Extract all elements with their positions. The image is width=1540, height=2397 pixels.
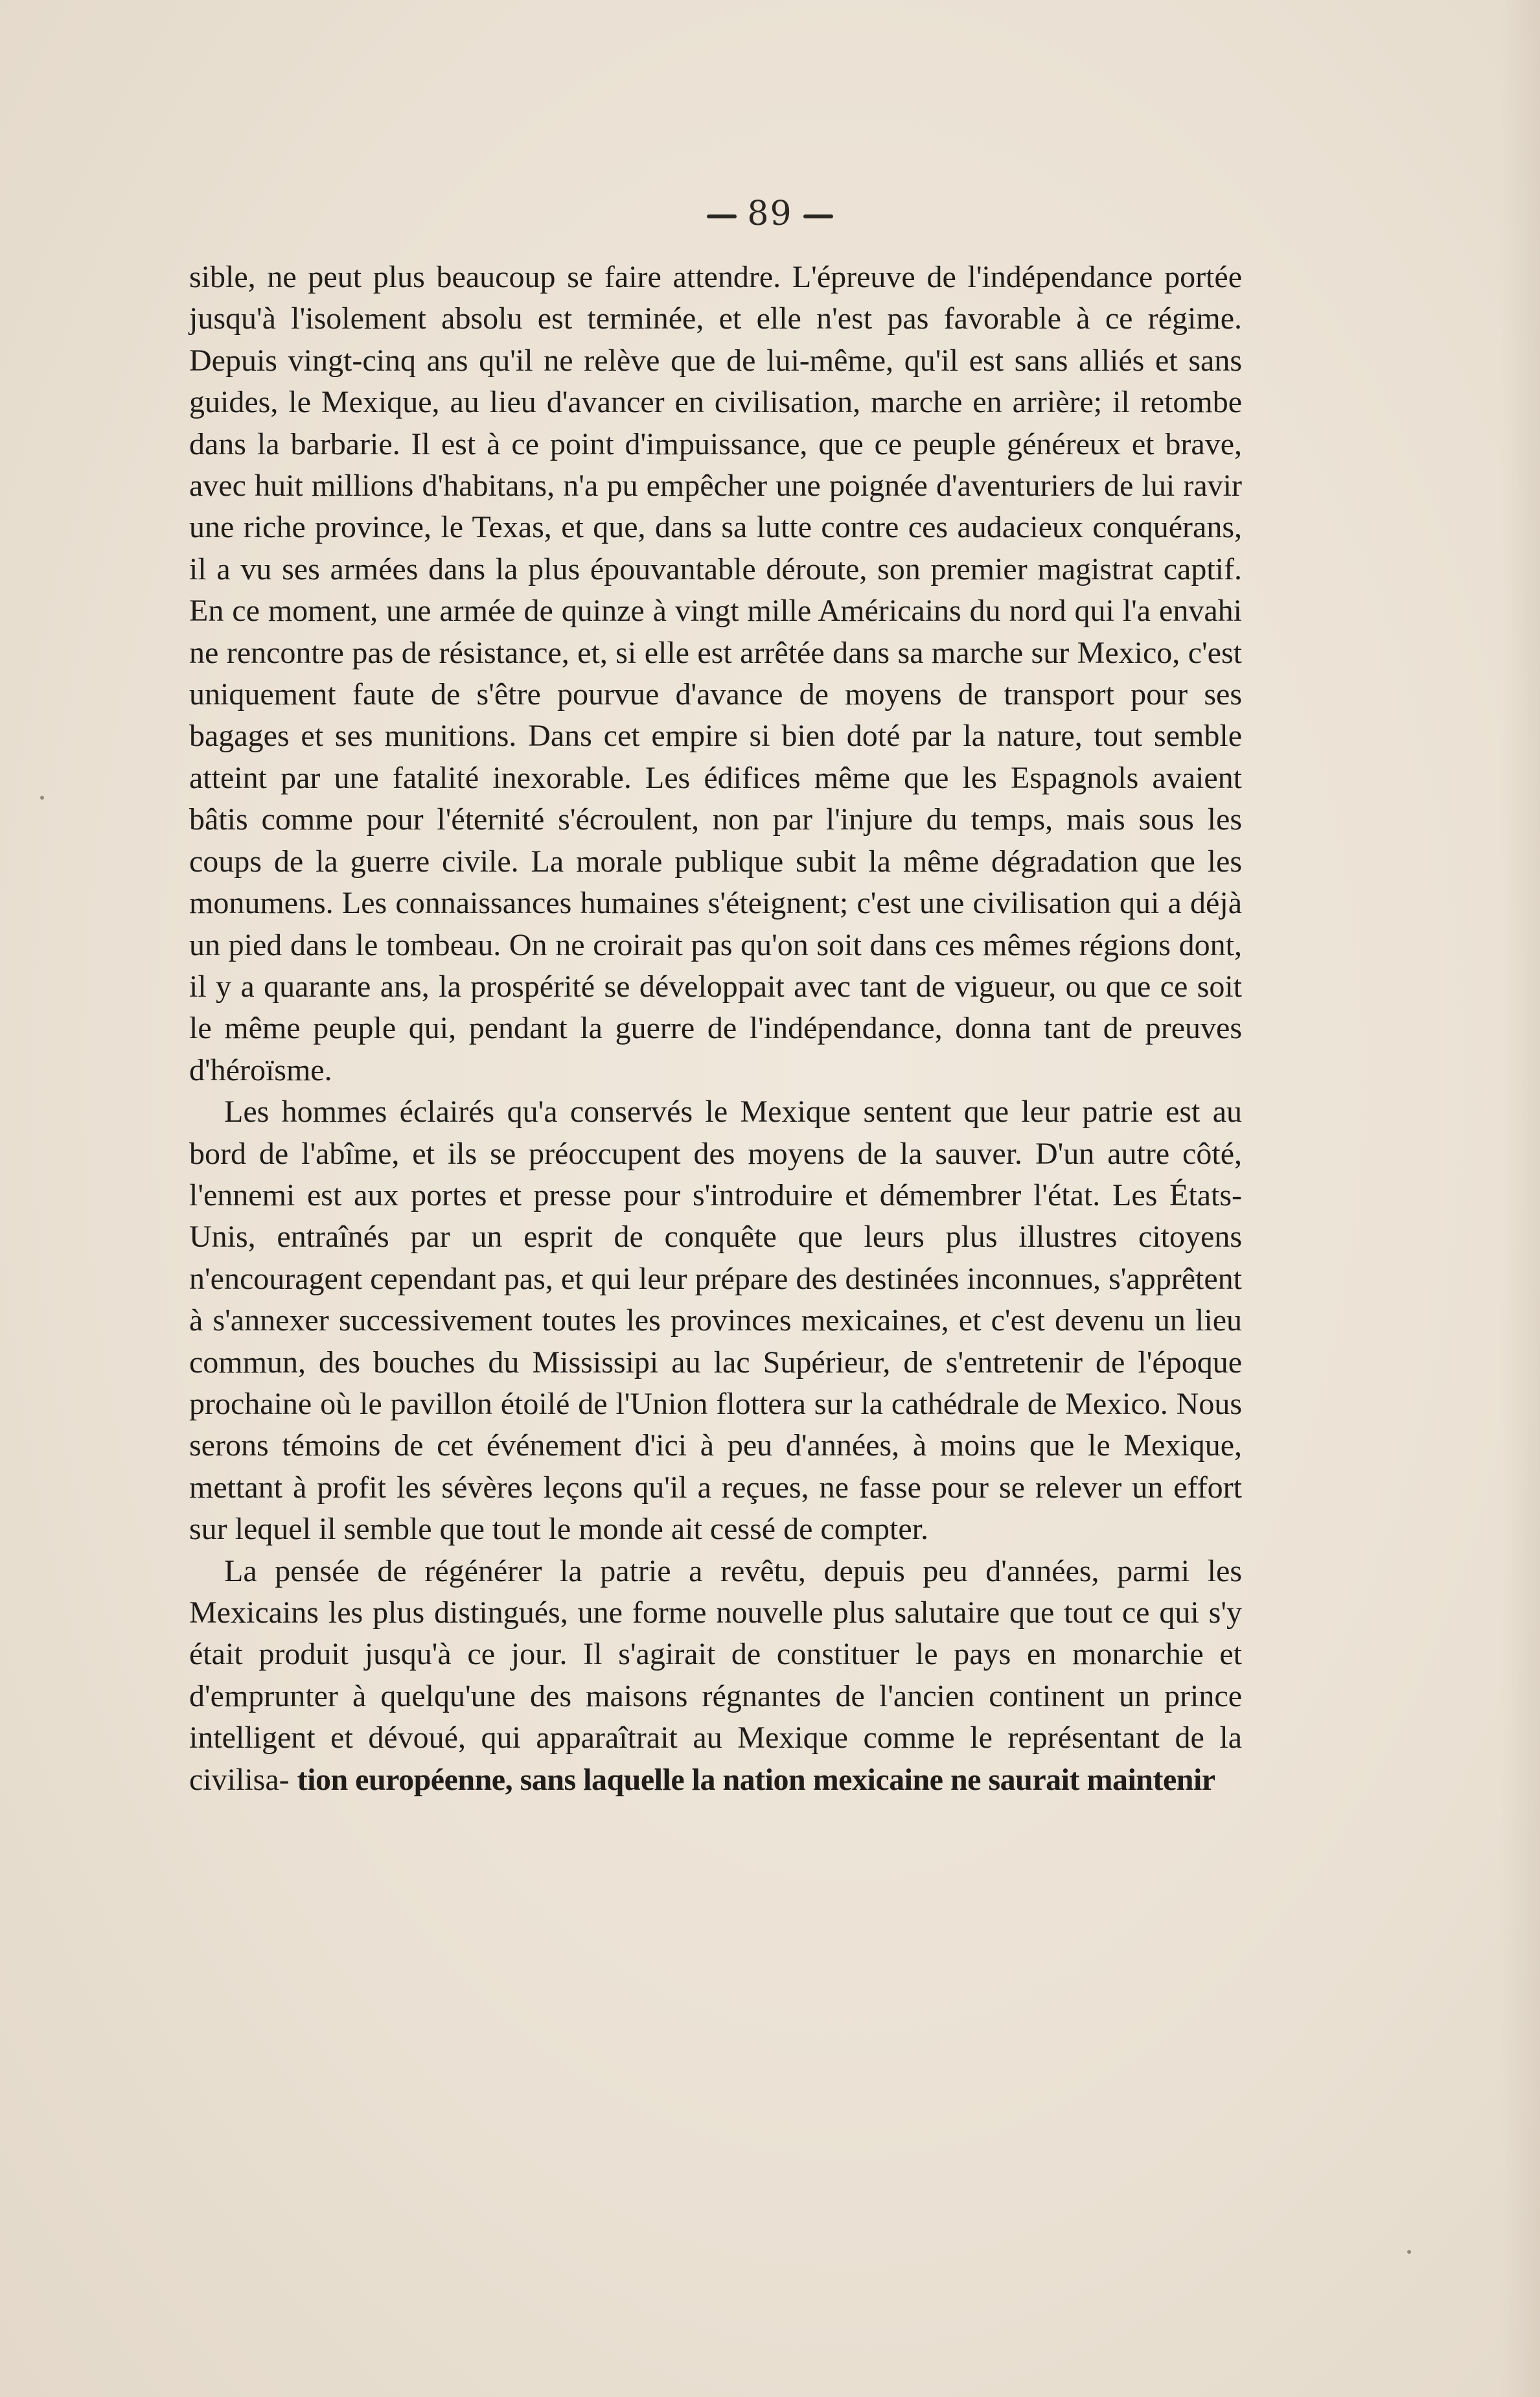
page-number-left-dash [707,214,737,218]
paragraph-3-heavy-tail: tion européenne, sans laquelle la nation mexicaine ne saurait maintenir [297,1762,1215,1797]
paragraph-2: Les hommes éclairés qu'a conservés le Mexique sentent que leur patrie est au bord de l'abîme, et ils se préoccupent des moyens de la sauver. D'un autre côté, l'ennemi est aux portes et presse pour s'introduire et démembrer l'état. Les États-Unis, entraînés par un esprit de conquête que leurs plus illustres citoyens n'encouragent cependant pas, et qui leur prépare des destinées inconnues, s'apprêtent à s'annexer successivement toutes les provinces mexicaines, et c'est devenu un lieu commun, des bouches du Mississipi au lac Supérieur, de s'entretenir de l'époque prochaine où le pavillon étoilé de l'Union flottera sur la cathédrale de Mexico. Nous serons témoins de cet événement d'ici à peu d'années, à moins que le Mexique, mettant à profit les sévères leçons qu'il a reçues, ne fasse pour se relever un effort sur lequel il semble que tout le monde ait cessé de compter. [189,1094,1242,1547]
paragraph-1: sible, ne peut plus beaucoup se faire attendre. L'épreuve de l'indépendance portée jusqu'à l'isolement absolu est terminée, et elle n'est pas favorable à ce régime. Depuis vingt-cinq ans qu'il ne relève que de lui-même, qu'il est sans alliés et sans guides, le Mexique, au lieu d'avancer en civilisation, marche en arrière; il retombe dans la barbarie. Il est à ce point d'impuissance, que ce peuple généreux et brave, avec huit millions d'habitans, n'a pu empêcher une poignée d'aventuriers de lui ravir une riche province, le Texas, et que, dans sa lutte contre ces audacieux conquérans, il a vu ses armées dans la plus épouvantable déroute, son premier magistrat captif. En ce moment, une armée de quinze à vingt mille Américains du nord qui l'a envahi ne rencontre pas de résistance, et, si elle est arrêtée dans sa marche sur Mexico, c'est uniquement faute de s'être pourvue d'avance de moyens de transport pour ses bagages et ses munitions. Dans cet empire si bien doté par la nature, tout semble atteint par une fatalité inexorable. Les édifices même que les Espagnols avaient bâtis comme pour l'éternité s'écroulent, non par l'injure du temps, mais sous les coups de la guerre civile. La morale publique subit la même dégradation que les monumens. Les connaissances humaines s'éteignent; c'est une civilisation qui a déjà un pied dans le tombeau. On ne croirait pas qu'on soit dans ces mêmes régions dont, il y a quarante ans, la prospérité se développait avec tant de vigueur, ou que ce soit le même peuple qui, pendant la guerre de l'indépendance, donna tant de preuves d'héroïsme. [189,260,1242,1087]
body-text [189,257,1242,1801]
paper-speck [1407,2250,1411,2254]
page-edge-shadow [1501,0,1540,2397]
page-number-value: 89 [747,194,793,233]
page-number [0,194,1540,233]
paragraph-3 [189,1551,1242,1801]
page-number-right-dash [803,214,833,218]
paper-speck [40,796,44,800]
paragraph-3-text: La pensée de régénérer la patrie a revêtu, depuis peu d'années, parmi les Mexicains les plus distingués, une forme nouvelle plus salutaire que tout ce qui s'y était produit jusqu'à ce jour. Il s'agirait de constituer le pays en monarchie et d'emprunter à quelqu'une des maisons régnantes de l'ancien continent un prince intelligent et dévoué, qui apparaîtrait au Mexique comme le représentant de la civilisa- [189,1553,1242,1797]
